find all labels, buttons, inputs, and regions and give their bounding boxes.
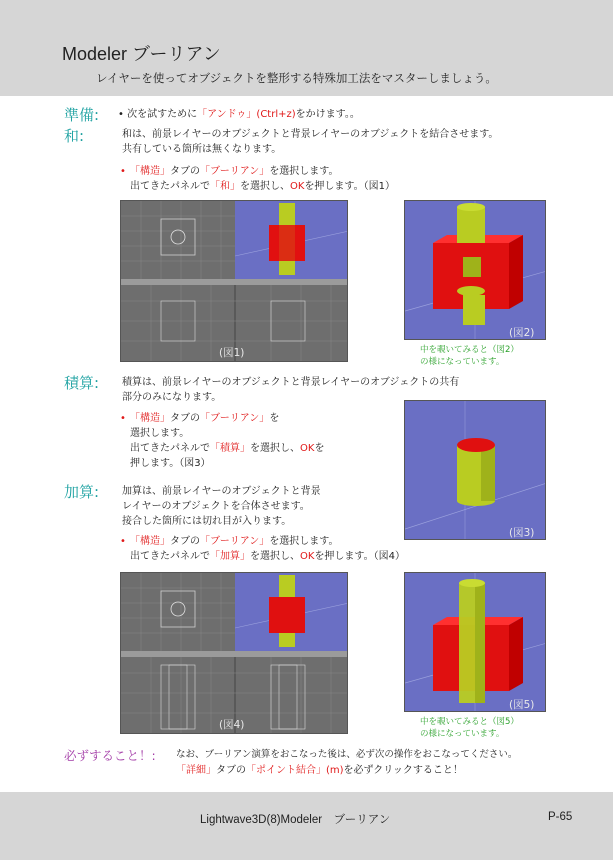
intersect-label: 積算:: [64, 374, 100, 392]
page-number: P-65: [548, 811, 573, 823]
add-desc-2: レイヤーのオブジェクトを合体させます。: [122, 501, 310, 512]
figure-4-label: (図4): [219, 719, 245, 731]
union-desc-2: 共有している箇所は無くなります。: [122, 144, 282, 155]
intersect-desc-1: 積算は、前景レイヤーのオブジェクトと背景レイヤーのオブジェクトの共有: [122, 377, 460, 388]
must-label: 必ずすること！:: [64, 748, 156, 763]
union-step-2: 出てきたパネルで「和」を選択し、OKを押します。（図1）: [130, 181, 395, 192]
figure-1-screenshot: [120, 200, 348, 362]
prep-label: 準備:: [64, 106, 100, 124]
figure-2-caption-2: の様になっています。: [420, 357, 505, 367]
figure-4-screenshot: [120, 572, 348, 734]
union-label: 和:: [64, 127, 85, 145]
must-text-2: 「詳細」タブの「ポイント結合」(m)を必ずクリックすること！: [176, 765, 463, 776]
intersect-step-3: 出てきたパネルで「積算」を選択し、OKを: [130, 443, 325, 454]
add-label: 加算:: [64, 483, 100, 501]
figure-3-label: (図3): [509, 527, 535, 539]
prep-text: • 次を試すために「アンドゥ」(Ctrl+z)をかけます。。: [118, 109, 360, 120]
figure-3-screenshot: [404, 400, 546, 540]
page-footer: [0, 792, 613, 860]
figure-2-label: (図2): [509, 327, 535, 339]
figure-1-label: (図1): [219, 347, 245, 359]
add-desc-1: 加算は、前景レイヤーのオブジェクトと背景: [122, 486, 321, 497]
footer-title: Lightwave3D(8)Modeler ブーリアン: [200, 814, 391, 826]
intersect-step-4: 押します。（図3）: [130, 458, 211, 469]
intersect-desc-2: 部分のみになります。: [122, 392, 222, 403]
intersect-step-1: • 「構造」タブの「ブーリアン」を: [120, 413, 280, 424]
add-desc-3: 接合した箇所には切れ目が入ります。: [122, 516, 292, 527]
page-title: Modeler ブーリアン: [62, 44, 221, 64]
figure-5-caption-1: 中を覗いてみると（図5）: [420, 717, 519, 727]
figure-2-caption-1: 中を覗いてみると（図2）: [420, 345, 519, 355]
add-step-2: 出てきたパネルで「加算」を選択し、OKを押します。（図4）: [130, 551, 405, 562]
figure-2-screenshot: [404, 200, 546, 340]
intersect-step-2: 選択します。: [130, 428, 190, 439]
figure-5-caption-2: の様になっています。: [420, 729, 505, 739]
page-subtitle: レイヤーを使ってオブジェクトを整形する特殊加工法をマスターしましょう。: [96, 71, 497, 85]
figure-5-screenshot: [404, 572, 546, 712]
union-desc-1: 和は、前景レイヤーのオブジェクトと背景レイヤーのオブジェクトを結合させます。: [122, 129, 499, 140]
add-step-1: • 「構造」タブの「ブーリアン」を選択します。: [120, 536, 339, 547]
figure-5-label: (図5): [509, 699, 535, 711]
must-text-1: なお、ブーリアン演算をおこなった後は、必ず次の操作をおこなってください。: [176, 749, 518, 760]
page-header: [0, 0, 613, 96]
union-step-1: • 「構造」タブの「ブーリアン」を選択します。: [120, 166, 339, 177]
